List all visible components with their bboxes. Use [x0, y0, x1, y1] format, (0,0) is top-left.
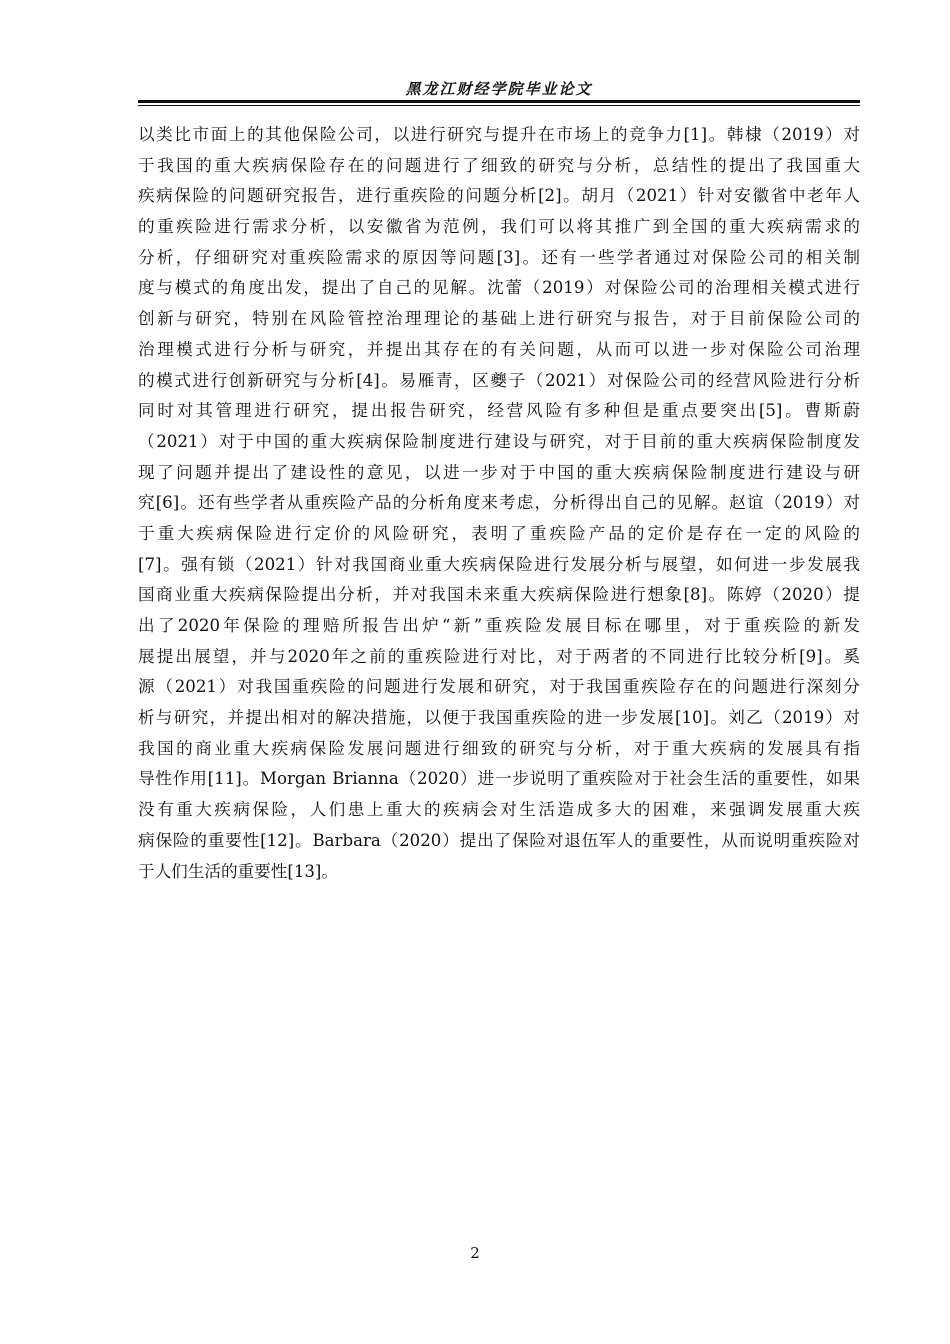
text-line: 导性作用[11]。Morgan Brianna（2020）进一步说明了重疾险对于社会生活的重要性，如果	[138, 769, 860, 789]
text-line: 没有重大疾病保险，人们患上重大的疾病会对生活造成多大的困难，来强调发展重大疾	[138, 800, 860, 820]
text-line: 于我国的重大疾病保险存在的问题进行了细致的研究与分析，总结性的提出了我国重大	[138, 155, 860, 175]
text-line: 创新与研究，特别在风险管控治理理论的基础上进行研究与报告，对于目前保险公司的	[138, 309, 860, 329]
text-line: 度与模式的角度出发，提出了自己的见解。沈蕾（2019）对保险公司的治理相关模式进行	[138, 278, 860, 298]
text-line: 于人们生活的重要性[13]。	[138, 861, 338, 881]
text-line: （2021）对于中国的重大疾病保险制度进行建设与研究，对于目前的重大疾病保险制度发	[138, 431, 860, 451]
text-line: 析与研究，并提出相对的解决措施，以便于我国重疾险的进一步发展[10]。刘乙（2019）对	[138, 708, 860, 728]
text-line: [7]。强有锁（2021）针对我国商业重大疾病保险进行发展分析与展望，如何进一步发展我	[138, 554, 860, 574]
text-line: 的模式进行创新研究与分析[4]。易雁青，区夔子（2021）对保险公司的经营风险进行分析	[138, 370, 860, 390]
text-line: 于重大疾病保险进行定价的风险研究，表明了重疾险产品的定价是存在一定的风险的	[138, 523, 860, 543]
page-number: 2	[470, 1244, 480, 1262]
header-rule-thin	[138, 105, 860, 106]
text-line: 以类比市面上的其他保险公司，以进行研究与提升在市场上的竞争力[1]。韩棣（2019）对	[138, 125, 860, 144]
text-line: 分析，仔细研究对重疾险需求的原因等问题[3]。还有一些学者通过对保险公司的相关制	[138, 247, 860, 267]
header-rule-thick	[138, 100, 860, 103]
text-line: 展提出展望，并与2020年之前的重疾险进行对比，对于两者的不同进行比较分析[9]。奚	[138, 646, 860, 666]
text-line: 我国的商业重大疾病保险发展问题进行细致的研究与分析，对于重大疾病的发展具有指	[138, 738, 860, 758]
text-line: 的重疾险进行需求分析，以安徽省为范例，我们可以将其推广到全国的重大疾病需求的	[138, 217, 860, 237]
text-line: 疾病保险的问题研究报告，进行重疾险的问题分析[2]。胡月（2021）针对安徽省中老年人	[138, 186, 860, 206]
text-line: 出了2020年保险的理赔所报告出炉“新”重疾险发展目标在哪里，对于重疾险的新发	[138, 616, 860, 635]
text-line: 同时对其管理进行研究，提出报告研究，经营风险有多种但是重点要突出[5]。曹斯蔚	[138, 401, 860, 421]
text-line: 国商业重大疾病保险提出分析，并对我国未来重大疾病保险进行想象[8]。陈婷（2020）提	[138, 585, 860, 605]
text-line: 源（2021）对我国重疾险的问题进行发展和研究，对于我国重疾险存在的问题进行深刻分	[138, 677, 860, 697]
text-line: 病保险的重要性[12]。Barbara（2020）提出了保险对退伍军人的重要性，从而说明重疾险对	[138, 830, 860, 850]
body-text	[138, 120, 860, 887]
text-line: 治理模式进行分析与研究，并提出其存在的有关问题，从而可以进一步对保险公司治理	[138, 339, 860, 359]
text-line: 现了问题并提出了建设性的意见，以进一步对于中国的重大疾病保险制度进行建设与研	[138, 462, 860, 482]
text-line: 究[6]。还有些学者从重疾险产品的分析角度来考虑，分析得出自己的见解。赵谊（2019）对	[138, 493, 860, 513]
page-header-title: 黑龙江财经学院毕业论文	[405, 80, 593, 98]
